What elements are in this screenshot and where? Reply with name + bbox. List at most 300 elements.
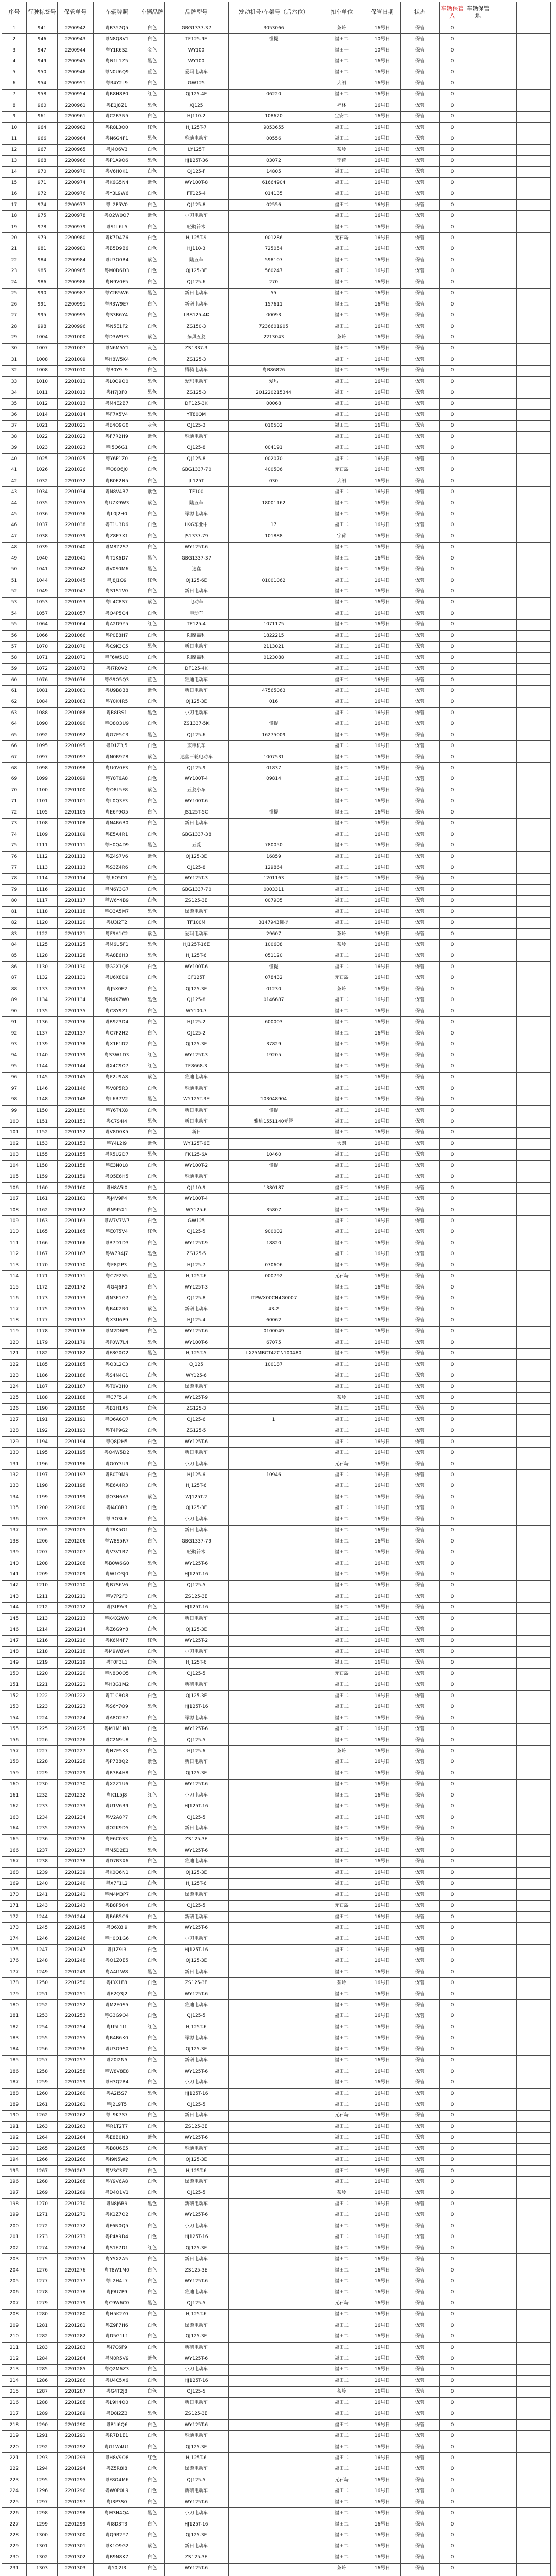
table-cell: 福田二	[319, 2364, 364, 2375]
table-cell	[517, 1503, 551, 1514]
table-cell: 972	[27, 189, 58, 199]
table-cell	[517, 873, 551, 884]
table-cell: 保管	[401, 2088, 440, 2099]
table-cell: 粤W1O3J0	[94, 1569, 140, 1580]
table-cell: 保管	[401, 564, 440, 575]
table-cell	[517, 829, 551, 840]
table-cell: 福田二	[319, 410, 364, 420]
table-cell: 175	[2, 1945, 27, 1956]
table-cell	[229, 2364, 319, 2375]
table-row	[2, 1536, 551, 1547]
table-cell	[465, 111, 491, 122]
table-cell: 白色	[140, 1547, 165, 1558]
table-cell	[491, 1238, 517, 1249]
table-cell: 保管	[401, 2265, 440, 2276]
table-cell: WY125-6	[165, 1370, 229, 1381]
table-cell	[517, 1624, 551, 1635]
table-cell: 粤R7D1E1	[94, 2431, 140, 2442]
table-cell: 粤M6U5F1	[94, 940, 140, 951]
table-cell: 0	[440, 365, 465, 376]
table-cell: 156	[2, 1735, 27, 1745]
table-cell: 保管	[401, 1680, 440, 1690]
table-cell: 茶岭	[319, 2386, 364, 2397]
table-cell: 1101	[27, 796, 58, 807]
table-cell: 1269	[27, 2188, 58, 2198]
table-cell	[517, 1072, 551, 1083]
table-cell: 2201151	[58, 1116, 94, 1127]
table-cell: 2200944	[58, 45, 94, 56]
table-cell: 保管	[401, 807, 440, 818]
table-cell: 16号日	[364, 2177, 401, 2188]
table-cell	[491, 189, 517, 199]
table-cell: GBG1337-70	[165, 465, 229, 476]
table-cell: 0	[440, 608, 465, 619]
table-cell: QJ125-3E	[165, 1956, 229, 1967]
table-cell	[465, 2122, 491, 2132]
table-cell	[465, 664, 491, 674]
table-cell: 保管	[401, 2022, 440, 2033]
table-cell: 黑色	[140, 1448, 165, 1459]
table-cell: QJ125-3	[165, 420, 229, 431]
table-cell: WY100T-4	[165, 1194, 229, 1205]
table-cell: 粤G4T2J8	[94, 2386, 140, 2397]
table-cell: 白色	[140, 2331, 165, 2342]
table-cell	[491, 586, 517, 597]
table-cell: 0	[440, 398, 465, 409]
table-cell: 1260	[27, 2088, 58, 2099]
table-cell: 2201249	[58, 1967, 94, 1978]
table-cell: 福田二	[319, 1182, 364, 1193]
table-cell: 1238	[27, 1856, 58, 1867]
table-cell: 粤S3Z4R6	[94, 862, 140, 873]
table-cell: 16号日	[364, 122, 401, 133]
table-cell: 蓝色	[140, 67, 165, 78]
table-cell: 32	[2, 365, 27, 376]
table-cell: 蓝色	[140, 1271, 165, 1282]
table-cell	[491, 619, 517, 630]
table-cell	[517, 2165, 551, 2176]
table-cell: TF125-9E	[165, 34, 229, 45]
table-cell: 03072	[229, 156, 319, 166]
table-cell: 16号日	[364, 56, 401, 67]
table-cell: 16号日	[364, 1282, 401, 1293]
table-cell	[465, 730, 491, 741]
table-cell	[517, 1459, 551, 1469]
table-cell	[491, 1923, 517, 1934]
table-cell: 1259	[27, 2077, 58, 2088]
table-row	[2, 840, 551, 851]
table-cell: 208	[2, 2309, 27, 2320]
table-cell: 16号日	[364, 2276, 401, 2287]
table-cell: 粤V7P2F3	[94, 1591, 140, 1602]
table-cell: 福田二	[319, 487, 364, 498]
table-cell: 121	[2, 1348, 27, 1359]
table-cell	[491, 1591, 517, 1602]
table-cell	[517, 862, 551, 873]
table-cell: 16号日	[364, 741, 401, 752]
table-cell: 粤S6Y7O9	[94, 1702, 140, 1713]
table-cell: QJ125-3E	[165, 1691, 229, 1702]
table-row	[2, 2376, 551, 2386]
table-cell: 小刀电动车	[165, 1934, 229, 1944]
table-cell: 152	[2, 1691, 27, 1702]
table-cell	[229, 1216, 319, 1227]
table-cell: 粤E0T5V4	[94, 1227, 140, 1238]
table-cell: 1197	[27, 1470, 58, 1481]
table-cell: 1095	[27, 741, 58, 752]
table-cell: 1247	[27, 1945, 58, 1956]
table-row	[2, 763, 551, 774]
table-cell	[465, 487, 491, 498]
table-cell: 16号日	[364, 1227, 401, 1238]
table-cell: 1243	[27, 1901, 58, 1911]
table-cell: 保管	[401, 1868, 440, 1878]
table-cell: 保管	[401, 1448, 440, 1459]
table-cell: 福田二	[319, 2497, 364, 2508]
table-cell: 保管	[401, 631, 440, 641]
table-cell: 61664904	[229, 178, 319, 189]
table-cell	[465, 2398, 491, 2409]
table-cell: 保管	[401, 189, 440, 199]
table-cell: 90	[2, 1006, 27, 1016]
table-cell: 92	[2, 1028, 27, 1039]
table-row	[2, 1547, 551, 1558]
table-cell: 18001162	[229, 498, 319, 509]
table-row	[2, 2309, 551, 2320]
table-cell	[491, 2122, 517, 2132]
table-cell: 600003	[229, 1017, 319, 1028]
table-cell	[229, 2155, 319, 2165]
table-cell: QJ125-3E	[165, 2530, 229, 2541]
table-row	[2, 1050, 551, 1061]
table-cell: WY125T-6	[165, 1437, 229, 1448]
table-row	[2, 818, 551, 829]
table-cell: 福田二	[319, 2232, 364, 2243]
table-cell: 1064	[27, 619, 58, 630]
table-cell: 白色	[140, 2398, 165, 2409]
table-cell: 118	[2, 1315, 27, 1326]
table-cell: 101	[2, 1127, 27, 1138]
table-cell: 小刀电动车	[165, 2221, 229, 2232]
table-row	[2, 1105, 551, 1116]
table-cell	[517, 686, 551, 697]
table-cell: 福田二	[319, 2155, 364, 2165]
table-cell: 粤Q6X8I9	[94, 1923, 140, 1934]
table-cell	[491, 531, 517, 542]
table-cell: 福田二	[319, 1945, 364, 1956]
table-cell	[465, 2475, 491, 2486]
table-cell: 白色	[140, 1856, 165, 1867]
table-cell: 16号日	[364, 343, 401, 354]
table-cell	[491, 1293, 517, 1304]
table-cell: 保管	[401, 719, 440, 730]
table-cell: 粤X7F1L2	[94, 1878, 140, 1889]
table-cell: 2200978	[58, 211, 94, 222]
table-cell: 16号日	[364, 928, 401, 939]
table-cell	[491, 2574, 517, 2576]
table-cell	[229, 1614, 319, 1624]
table-cell: 20	[2, 233, 27, 244]
table-cell	[517, 2431, 551, 2442]
table-cell: 2201010	[58, 365, 94, 376]
table-cell: 2201291	[58, 2431, 94, 2442]
table-cell: 0	[440, 995, 465, 1006]
table-row	[2, 520, 551, 531]
table-cell: 粤S1S1V0	[94, 586, 140, 597]
table-cell	[465, 1348, 491, 1359]
table-cell: 16号日	[364, 1746, 401, 1757]
table-row	[2, 321, 551, 332]
table-cell: 16号日	[364, 1868, 401, 1878]
table-cell	[491, 1028, 517, 1039]
table-cell	[517, 697, 551, 707]
table-cell: 0	[440, 1249, 465, 1260]
table-cell	[229, 1127, 319, 1138]
table-cell: 16号日	[364, 266, 401, 277]
table-row	[2, 1238, 551, 1249]
table-cell: 2201264	[58, 2132, 94, 2143]
table-cell: 16号日	[364, 2309, 401, 2320]
table-cell: 0	[440, 343, 465, 354]
table-cell: 福田二	[319, 2331, 364, 2342]
table-cell	[229, 2541, 319, 2552]
table-cell: 0	[440, 752, 465, 762]
table-cell: 2201135	[58, 1006, 94, 1016]
table-cell: 110	[2, 1227, 27, 1238]
table-cell: 新研电动车	[165, 2342, 229, 2353]
table-cell: 粤Y4L2I9	[94, 1139, 140, 1149]
table-cell: 保管	[401, 2475, 440, 2486]
table-cell: 白色	[140, 2563, 165, 2574]
table-cell	[229, 1790, 319, 1801]
table-cell: 780050	[229, 840, 319, 851]
table-cell: 保管	[401, 1889, 440, 1900]
table-cell: 1220	[27, 1669, 58, 1680]
table-cell: 粤V0S0M6	[94, 564, 140, 575]
table-cell: 2200991	[58, 299, 94, 310]
table-cell	[465, 1514, 491, 1525]
table-cell: 粤O1Z0E5	[94, 1956, 140, 1967]
table-cell	[229, 2309, 319, 2320]
table-cell: 福田二	[319, 377, 364, 387]
table-cell: 2201158	[58, 1161, 94, 1172]
table-cell: 福田二	[319, 1868, 364, 1878]
table-cell	[517, 631, 551, 641]
table-cell: WY125T-6	[165, 1923, 229, 1934]
table-cell	[517, 1393, 551, 1403]
table-cell: 2201148	[58, 1094, 94, 1105]
table-cell: 福田二	[319, 1514, 364, 1525]
table-cell: 白色	[140, 1293, 165, 1304]
table-cell	[465, 410, 491, 420]
table-cell: 41	[2, 465, 27, 476]
table-cell: 16号日	[364, 387, 401, 398]
table-cell: 2201057	[58, 608, 94, 619]
table-cell	[465, 1834, 491, 1845]
table-cell: 16号日	[364, 2132, 401, 2143]
table-cell: 16号日	[364, 2475, 401, 2486]
table-cell	[517, 1845, 551, 1856]
table-cell	[517, 144, 551, 155]
table-cell: 0	[440, 1039, 465, 1050]
table-cell	[491, 2376, 517, 2386]
table-cell: 16号日	[364, 1757, 401, 1768]
table-cell: 0	[440, 1647, 465, 1657]
table-cell: 2201277	[58, 2276, 94, 2287]
table-cell	[517, 973, 551, 984]
table-cell: 福田二	[319, 2376, 364, 2386]
table-cell: 新研电动车	[165, 1680, 229, 1690]
table-cell: 16号日	[364, 255, 401, 266]
table-cell: QJ125-8	[165, 443, 229, 453]
table-cell: 紫色	[140, 785, 165, 796]
table-cell	[491, 2144, 517, 2155]
table-cell: 粤Y0K4R5	[94, 697, 140, 707]
table-cell: 保管	[401, 1348, 440, 1359]
table-cell: 福田二	[319, 885, 364, 895]
table-cell: 保管	[401, 2144, 440, 2155]
table-row	[2, 1083, 551, 1094]
table-cell	[517, 1492, 551, 1503]
table-cell	[491, 1492, 517, 1503]
table-row	[2, 2132, 551, 2143]
table-cell: QJ125-5	[165, 1227, 229, 1238]
table-cell: 1292	[27, 2442, 58, 2452]
table-cell: 16号日	[364, 1834, 401, 1845]
table-row	[2, 1503, 551, 1514]
table-cell: 2200977	[58, 200, 94, 211]
table-cell: 保管	[401, 641, 440, 652]
table-cell	[229, 2563, 319, 2574]
table-cell	[229, 1249, 319, 1260]
table-cell: 0	[440, 1470, 465, 1481]
table-cell: 16号日	[364, 144, 401, 155]
table-cell	[491, 2409, 517, 2419]
table-cell: 白色	[140, 244, 165, 255]
table-cell: 黑色	[140, 1249, 165, 1260]
table-cell: 16号日	[364, 2419, 401, 2430]
table-cell: 粤K7D4Z6	[94, 233, 140, 244]
table-cell: 新日	[165, 1127, 229, 1138]
table-cell: 福田二	[319, 1194, 364, 1205]
table-cell	[465, 1779, 491, 1790]
table-row	[2, 1415, 551, 1426]
table-cell	[491, 564, 517, 575]
table-cell: 146	[2, 1624, 27, 1635]
table-cell: 0	[440, 962, 465, 973]
table-cell: 49	[2, 553, 27, 564]
table-cell	[229, 1083, 319, 1094]
table-row	[2, 1293, 551, 1304]
table-cell	[229, 2000, 319, 2011]
table-row	[2, 1514, 551, 1525]
table-cell: 粤Q9B2Y7	[94, 2530, 140, 2541]
table-cell: 2201162	[58, 1205, 94, 1215]
table-cell: 白色	[140, 1415, 165, 1426]
table-cell: 1100	[27, 785, 58, 796]
table-cell	[491, 928, 517, 939]
table-cell: 福田二	[319, 1691, 364, 1702]
table-cell	[465, 1934, 491, 1944]
table-cell: 粤O3N6A3	[94, 1492, 140, 1503]
table-row	[2, 1602, 551, 1613]
table-cell: TF100M	[165, 918, 229, 928]
table-cell: 保管	[401, 1657, 440, 1668]
table-cell: 福田二	[319, 1161, 364, 1172]
table-cell: 2201233	[58, 1801, 94, 1812]
table-cell: QJ125-6E	[165, 575, 229, 586]
table-cell: 福田二	[319, 2022, 364, 2033]
table-cell: 福田二	[319, 619, 364, 630]
table-cell: 2201237	[58, 1845, 94, 1856]
table-cell: 白色	[140, 310, 165, 321]
table-cell	[465, 1967, 491, 1978]
table-cell: 粤Z0I2N5	[94, 2055, 140, 2066]
table-cell	[491, 973, 517, 984]
table-cell	[517, 2099, 551, 2110]
table-cell	[229, 1061, 319, 1072]
table-cell: 1108	[27, 818, 58, 829]
table-cell: 白色	[140, 1381, 165, 1392]
table-cell: WY125T-6	[165, 1779, 229, 1790]
table-cell: 2201272	[58, 2221, 94, 2232]
table-cell: 保管	[401, 266, 440, 277]
table-cell	[491, 509, 517, 520]
table-cell: 白色	[140, 2044, 165, 2055]
table-cell	[491, 1337, 517, 1348]
table-cell: 保管	[401, 310, 440, 321]
table-cell	[491, 542, 517, 553]
table-cell: 保管	[401, 973, 440, 984]
table-cell	[465, 2287, 491, 2298]
table-cell	[517, 1293, 551, 1304]
table-cell	[517, 2409, 551, 2419]
table-cell	[465, 1669, 491, 1680]
table-row	[2, 1437, 551, 1448]
table-cell: 91	[2, 1017, 27, 1028]
table-cell	[465, 1691, 491, 1702]
table-cell: 16号日	[364, 597, 401, 608]
table-cell	[229, 1393, 319, 1403]
table-cell: 粤L0O9Q0	[94, 377, 140, 387]
table-cell: 茶岭	[319, 2188, 364, 2198]
table-cell: 黑色	[140, 133, 165, 144]
table-cell: 00093	[229, 310, 319, 321]
table-cell: 紫色	[140, 1072, 165, 1083]
table-cell: 0	[440, 266, 465, 277]
table-cell: 0	[440, 829, 465, 840]
table-cell: 157	[2, 1746, 27, 1757]
table-cell: 陆五车	[165, 498, 229, 509]
table-row	[2, 1149, 551, 1160]
table-cell: 0	[440, 553, 465, 564]
table-cell: 998	[27, 321, 58, 332]
table-cell: 16号日	[364, 89, 401, 100]
table-row	[2, 387, 551, 398]
table-cell: 0	[440, 2453, 465, 2464]
table-cell: 黑色	[140, 2199, 165, 2210]
table-cell: 0	[440, 2044, 465, 2055]
table-row	[2, 398, 551, 409]
table-cell: 1277	[27, 2276, 58, 2287]
table-cell: 1185	[27, 1359, 58, 1370]
table-cell: 54	[2, 608, 27, 619]
table-cell: 粤H8A5I0	[94, 1182, 140, 1193]
table-cell: 粤C7F2H2	[94, 1028, 140, 1039]
table-cell: 2201199	[58, 1492, 94, 1503]
table-cell: 2201222	[58, 1691, 94, 1702]
table-cell: 16号日	[364, 1348, 401, 1359]
